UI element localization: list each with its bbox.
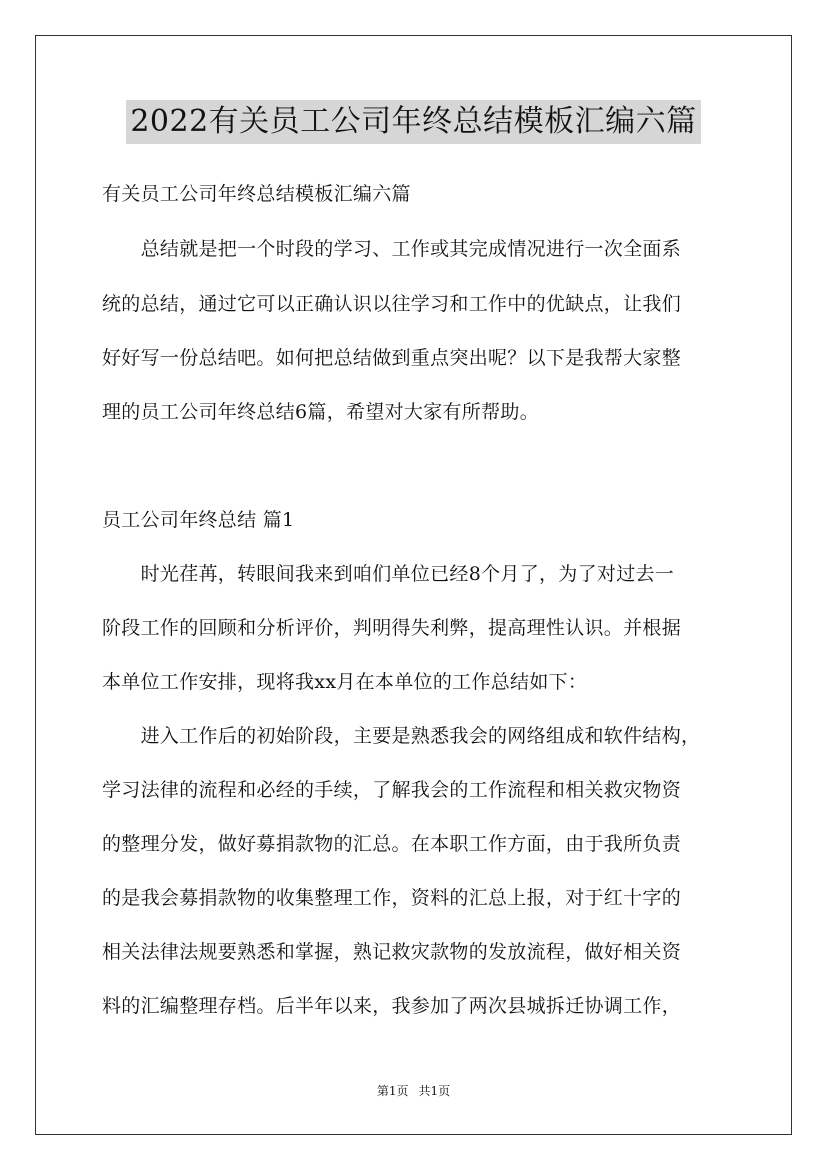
page-total: 共1页 — [418, 1084, 451, 1098]
paragraph-line: 时光荏苒，转眼间我来到咱们单位已经8个月了，为了对过去一 — [102, 563, 675, 585]
paragraph-line: 阶段工作的回顾和分析评价，判明得失利弊，提高理性认识。并根据 — [102, 617, 682, 639]
paragraph-line: 统的总结，通过它可以正确认识以往学习和工作中的优缺点，让我们 — [102, 293, 682, 315]
paragraph-line: 本单位工作安排，现将我xx月在本单位的工作总结如下： — [102, 671, 588, 693]
paragraph-line: 学习法律的流程和必经的手续，了解我会的工作流程和相关救灾物资 — [102, 779, 682, 801]
page-footer — [0, 1083, 827, 1099]
intro-heading: 有关员工公司年终总结模板汇编六篇 — [102, 183, 411, 205]
page-number: 第1页 — [376, 1084, 409, 1098]
paragraph-line: 的是我会募捐款物的收集整理工作，资料的汇总上报，对于红十字的 — [102, 887, 682, 909]
paragraph-line: 总结就是把一个时段的学习、工作或其完成情况进行一次全面系 — [102, 238, 682, 260]
paragraph-line: 相关法律法规要熟悉和掌握，熟记救灾款物的发放流程，做好相关资 — [102, 941, 682, 963]
paragraph-line: 好好写一份总结吧。如何把总结做到重点突出呢？以下是我帮大家整 — [102, 347, 682, 369]
paragraph-line: 理的员工公司年终总结6篇，希望对大家有所帮助。 — [102, 401, 539, 423]
paragraph-line: 的整理分发，做好募捐款物的汇总。在本职工作方面，由于我所负责 — [102, 833, 682, 855]
document-title: 2022有关员工公司年终总结模板汇编六篇 — [126, 100, 700, 144]
title-container — [0, 100, 827, 144]
paragraph-line: 料的汇编整理存档。后半年以来，我参加了两次县城拆迁协调工作， — [102, 995, 682, 1017]
paragraph-line: 进入工作后的初始阶段，主要是熟悉我会的网络组成和软件结构， — [102, 725, 701, 747]
section-heading: 员工公司年终总结 篇1 — [102, 509, 295, 531]
